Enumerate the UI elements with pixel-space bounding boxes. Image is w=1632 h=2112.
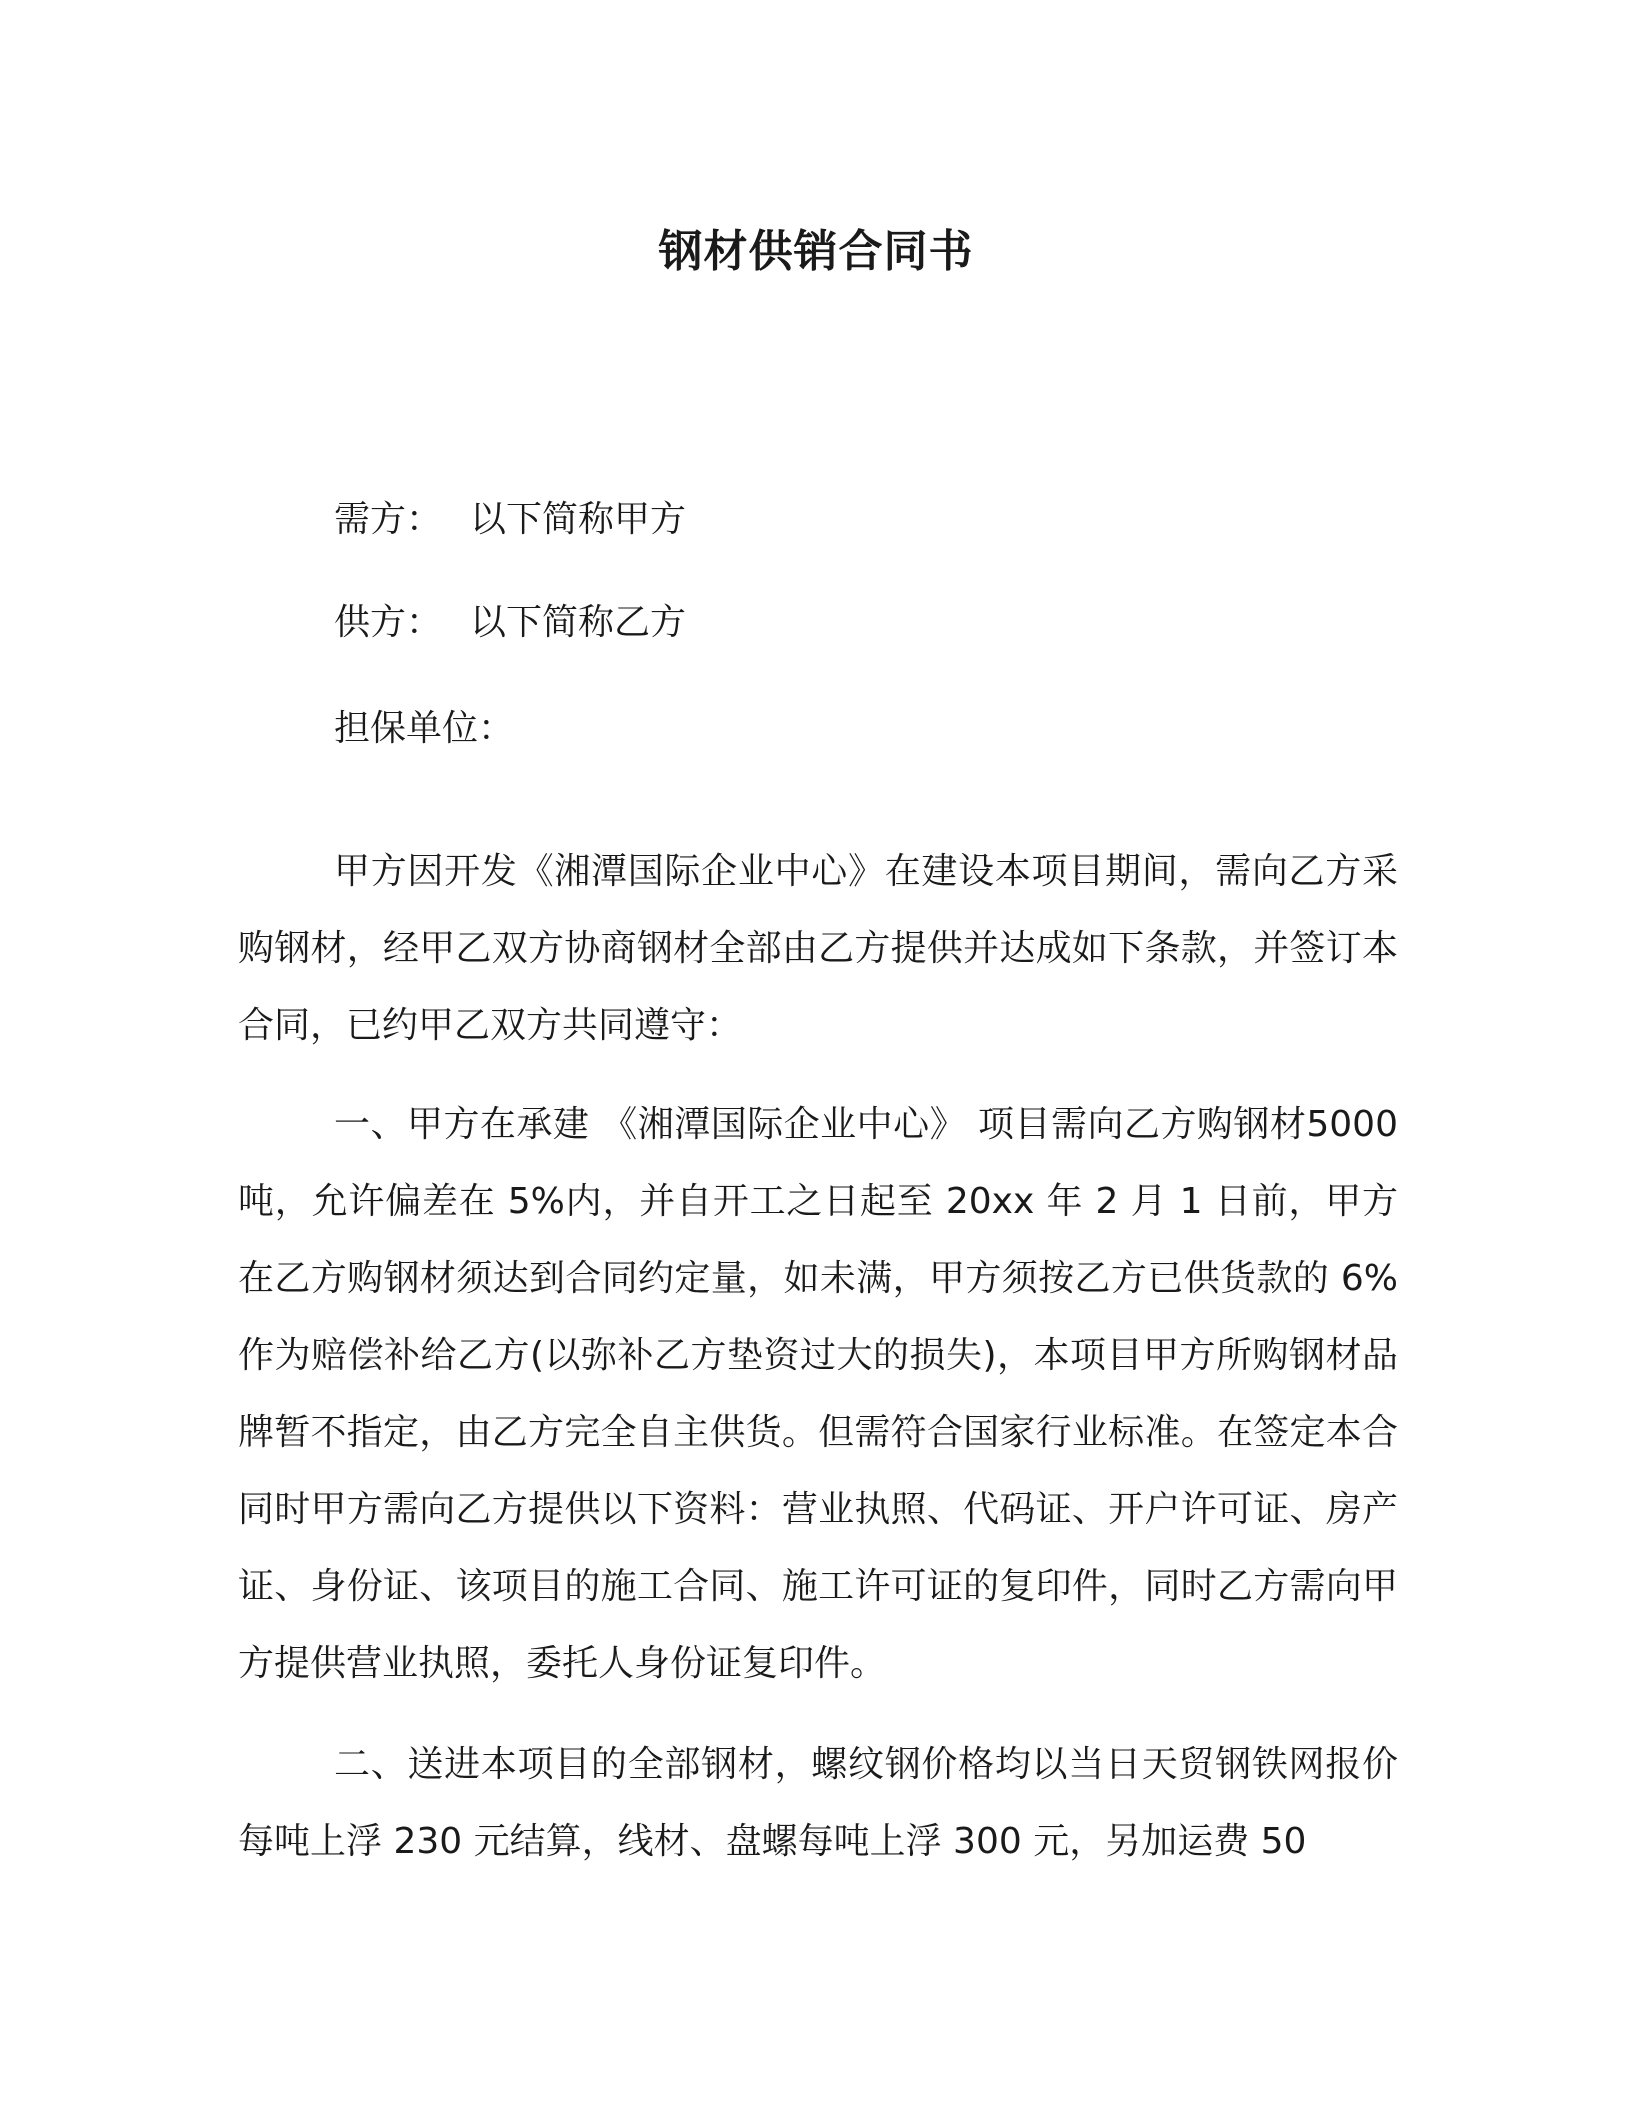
supply-party-value: 以下简称乙方 [470, 602, 687, 643]
demand-party-line [334, 494, 686, 546]
guarantor-label: 担保单位： [334, 708, 515, 749]
supply-party-label: 供方： [334, 602, 443, 643]
clause-2-paragraph: 二、送进本项目的全部钢材，螺纹钢价格均以当日天贸钢铁网报价每吨上浮 230 元结算，线材、盘螺每吨上浮 300 元，另加运费 50 [238, 1744, 1398, 1862]
document-title: 钢材供销合同书 [658, 226, 974, 277]
clause-1-paragraph: 一、甲方在承建 《湘潭国际企业中心》 项目需向乙方购钢材5000 吨，允许偏差在 5%内，并自开工之日起至 20xx 年 2 月 1 日前，甲方在乙方购钢材须达到合同约定量，如未满，甲方须按乙方已供货款的 6%作为赔偿补给乙方(以弥补乙方垫资过大的损失)，本项目甲方所购钢材品牌暂不指定，由乙方完全自主供货。但需符合国家行业标准。在签定本合同时甲方需向乙方提供以下资料：营业执照、代码证、开户许可证、房产证、身份证、该项目的施工合同、施工许可证的复印件，同时乙方需向甲方提供营业执照，委托人身份证复印件。 [238, 1104, 1398, 1684]
intro-paragraph: 甲方因开发《湘潭国际企业中心》在建设本项目期间，需向乙方采购钢材，经甲乙双方协商钢材全部由乙方提供并达成如下条款，并签订本合同，已约甲乙双方共同遵守： [238, 851, 1398, 1046]
demand-party-value: 以下简称甲方 [470, 499, 687, 540]
supply-party-line [334, 597, 686, 649]
demand-party-label: 需方： [334, 499, 443, 540]
guarantor-line [334, 703, 514, 755]
